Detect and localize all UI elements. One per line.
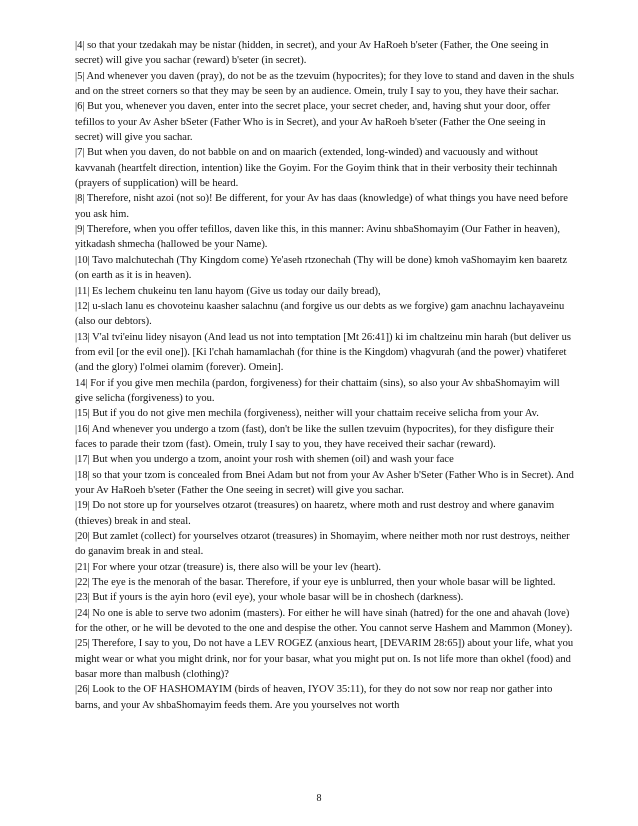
verse-11: |11| Es lechem chukeinu ten lanu hayom (Give us today our daily bread), — [75, 285, 381, 297]
verse-5: |5| And whenever you daven (pray), do not be as the tzevuim (hypocrites); for they love to stand and daven in the shuls and on the street corners so that they may be seen by an audience. Omein, truly I say to you, they have their sachar. — [75, 70, 575, 98]
verse-21: |21| For where your otzar (treasure) is, there also will be your lev (heart). — [75, 561, 381, 573]
verse-13: |13| V'al tvi'einu lidey nisayon (And lead us not into temptation [Mt 26:41]) ki im chaltzeinu min harah (but deliver us from evil [or the evil one]). [Ki l'chah hamamlachah (for thine is the Kingdom) vhagvurah (and the power) vhatiferet (and the glory) l'olmei olamim (forever). Omein]. — [75, 331, 571, 374]
verse-25: |25| Therefore, I say to you, Do not have a LEV ROGEZ (anxious heart, [DEVARIM 28:65]) about your life, what you might wear or what you might drink, nor for your basar, what you might put on. Is not life more than okhel (food) and basar more than malbush (clothing)? — [75, 638, 574, 681]
page-number: 8 — [316, 793, 322, 804]
verse-10: |10| Tavo malchutechah (Thy Kingdom come) Ye'aseh rtzonechah (Thy will be done) kmoh vaShomayim ken baaretz (on earth as it is in heaven). — [75, 254, 568, 282]
verse-22: |22| The eye is the menorah of the basar. Therefore, if your eye is unblurred, then your whole basar will be lighted. — [75, 577, 556, 589]
verse-12: |12| u-slach lanu es chovoteinu kaasher salachnu (and forgive us our debts as we forgive) gam anachnu lachayaveinu (also our debtors). — [75, 300, 565, 328]
verse-16: |16| And whenever you undergo a tzom (fast), don't be like the sullen tzevuim (hypocrites), for they disfigure their faces to parade their tzom (fast). Omein, truly I say to you, they have received their sachar (reward). — [75, 423, 554, 450]
verse-18: |18| so that your tzom is concealed from Bnei Adam but not from your Av Asher b'Seter (Father Who is in Secret). And your Av HaRoeh b'seter (Father the One seeing in secret) will give you sachar. — [75, 469, 574, 496]
verse-26: |26| Look to the OF HASHOMAYIM (birds of heaven, IYOV 35:11), for they do not sow nor reap nor gather into barns, and your Av shbaShomayim feeds them. Are you yourselves not worth — [75, 684, 553, 711]
verse-17: |17| But when you undergo a tzom, anoint your rosh with shemen (oil) and wash your face — [75, 454, 454, 466]
verse-4: |4| so that your tzedakah may be nistar (hidden, in secret), and your Av HaRoeh b'seter (Father, the One seeing in secret) will give you sachar (reward) b'seter (in secret). — [75, 40, 549, 67]
verse-14: 14| For if you give men mechila (pardon, forgiveness) for their chattaim (sins), so also your Av shbaShomayim will give selicha (forgiveness) to you. — [75, 377, 560, 404]
verse-6: |6| But you, whenever you daven, enter into the secret place, your secret cheder, and, having shut your door, offer tefillos to your Av Asher bSeter (Father Who is in Secret), and your Av haRoeh b'seter (Father the One seeing in secret) will give you sachar. — [75, 101, 551, 144]
verse-7: |7| But when you daven, do not babble on and on maarich (extended, long-winded) and vacuously and without kavvanah (heartfelt direction, intention) like the Goyim. For the Goyim think that in their verbosity their techinnah (prayers of supplication) will be heard. — [75, 147, 558, 190]
verse-9: |9| Therefore, when you offer tefillos, daven like this, in this manner: Avinu shbaShomayim (Our Father in heaven), yitkadash shmecha (hallowed be your Name). — [75, 224, 561, 251]
verse-19: |19| Do not store up for yourselves otzarot (treasures) on haaretz, where moth and rust destroy and where ganavim (thieves) break in and steal. — [75, 500, 555, 527]
verse-20: |20| But zamlet (collect) for yourselves otzarot (treasures) in Shomayim, where neither moth nor rust destroys, neither do ganavim break in and steal. — [75, 531, 570, 558]
body-text — [75, 38, 575, 713]
verse-24: |24| No one is able to serve two adonim (masters). For either he will have sinah (hatred) for the one and ahavah (love) for the other, or he will be devoted to the one and despise the other. You cannot serve Hashem and Mammon (Money). — [75, 607, 573, 635]
verse-23: |23| But if yours is the ayin horo (evil eye), your whole basar will be in choshech (darkness). — [75, 592, 464, 604]
verse-15: |15| But if you do not give men mechila (forgiveness), neither will your chattaim receive selicha from your Av. — [75, 408, 539, 420]
verse-8: |8| Therefore, nisht azoi (not so)! Be different, for your Av has daas (knowledge) of what things you have need before you ask him. — [75, 193, 568, 220]
